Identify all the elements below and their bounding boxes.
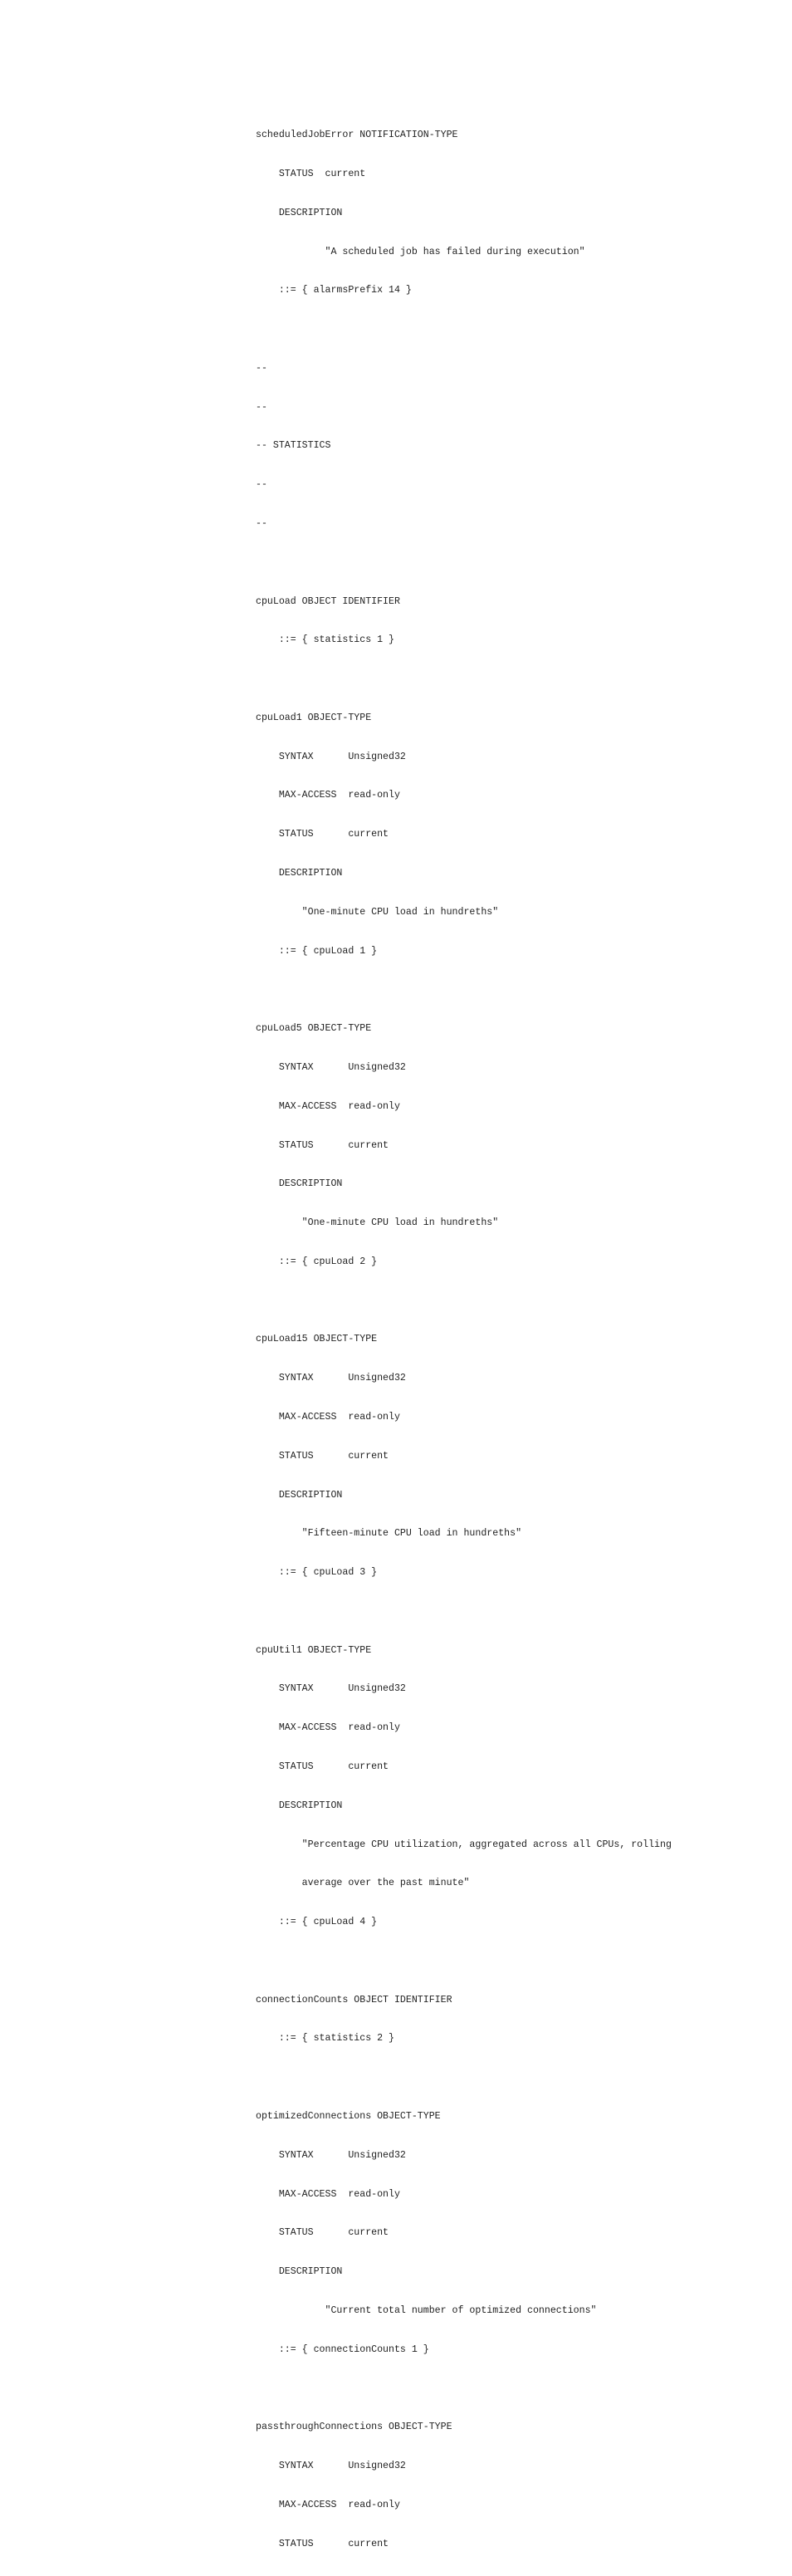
code-line: STATUS current: [256, 1139, 389, 1151]
code-line: scheduledJobError NOTIFICATION-TYPE: [256, 130, 458, 141]
code-line: cpuLoad5 OBJECT-TYPE: [256, 1023, 372, 1035]
code-line: "A scheduled job has failed during execution": [256, 246, 585, 257]
code-line: MAX-ACCESS read-only: [256, 790, 400, 801]
code-line: MAX-ACCESS read-only: [256, 2499, 400, 2510]
code-line: MAX-ACCESS read-only: [256, 1411, 400, 1423]
code-line: --: [256, 518, 267, 529]
code-line: passthroughConnections OBJECT-TYPE: [256, 2422, 452, 2433]
code-line: DESCRIPTION: [256, 868, 343, 879]
code-line: average over the past minute": [256, 1878, 470, 1889]
code-line: [256, 323, 770, 336]
code-line: SYNTAX Unsigned32: [256, 751, 406, 762]
code-line: ::= { alarmsPrefix 14 }: [256, 285, 412, 296]
mib-code-listing: [256, 103, 770, 2576]
code-line: ::= { statistics 1 }: [256, 634, 394, 646]
code-line: SYNTAX Unsigned32: [256, 2149, 406, 2161]
code-line: [256, 1955, 770, 1968]
code-line: optimizedConnections OBJECT-TYPE: [256, 2111, 441, 2123]
code-line: --: [256, 362, 267, 374]
code-line: STATUS current: [256, 829, 389, 840]
code-line: MAX-ACCESS read-only: [256, 1722, 400, 1734]
code-line: STATUS current: [256, 1761, 389, 1772]
code-line: cpuLoad15 OBJECT-TYPE: [256, 1334, 378, 1345]
code-line: STATUS current: [256, 1450, 389, 1462]
code-line: SYNTAX Unsigned32: [256, 2461, 406, 2472]
code-line: "One-minute CPU load in hundreths": [256, 1217, 499, 1229]
code-line: SYNTAX Unsigned32: [256, 1373, 406, 1384]
code-line: DESCRIPTION: [256, 1800, 343, 1811]
code-line: MAX-ACCESS read-only: [256, 1100, 400, 1112]
code-line: STATUS current: [256, 2227, 389, 2239]
code-line: ::= { cpuLoad 2 }: [256, 1256, 378, 1267]
code-line: cpuLoad OBJECT IDENTIFIER: [256, 595, 400, 607]
code-line: [256, 2071, 770, 2084]
code-line: -- STATISTICS: [256, 440, 331, 452]
code-line: DESCRIPTION: [256, 1178, 343, 1190]
code-line: [256, 556, 770, 570]
code-line: --: [256, 401, 267, 413]
code-line: ::= { connectionCounts 1 }: [256, 2343, 429, 2355]
code-line: connectionCounts OBJECT IDENTIFIER: [256, 1994, 452, 2005]
code-line: --: [256, 479, 267, 491]
code-line: [256, 1605, 770, 1619]
code-line: cpuLoad1 OBJECT-TYPE: [256, 712, 372, 723]
code-line: [256, 1295, 770, 1308]
code-line: cpuUtil1 OBJECT-TYPE: [256, 1644, 372, 1656]
code-line: DESCRIPTION: [256, 1489, 343, 1501]
code-line: SYNTAX Unsigned32: [256, 1061, 406, 1073]
code-line: DESCRIPTION: [256, 2266, 343, 2278]
code-line: STATUS current: [256, 2538, 389, 2549]
code-line: [256, 2383, 770, 2396]
code-line: "Percentage CPU utilization, aggregated across all CPUs, rolling: [256, 1839, 672, 1850]
code-line: ::= { cpuLoad 4 }: [256, 1917, 378, 1928]
code-line: "One-minute CPU load in hundreths": [256, 906, 499, 918]
code-line: "Fifteen-minute CPU load in hundreths": [256, 1528, 522, 1540]
code-line: [256, 673, 770, 686]
code-line: STATUS current: [256, 168, 366, 179]
code-line: ::= { statistics 2 }: [256, 2033, 394, 2045]
code-line: [256, 983, 770, 997]
code-line: SYNTAX Unsigned32: [256, 1683, 406, 1695]
code-line: DESCRIPTION: [256, 207, 343, 218]
code-line: ::= { cpuLoad 3 }: [256, 1567, 378, 1579]
code-line: "Current total number of optimized connections": [256, 2304, 597, 2316]
code-line: ::= { cpuLoad 1 }: [256, 945, 378, 957]
code-line: MAX-ACCESS read-only: [256, 2188, 400, 2200]
